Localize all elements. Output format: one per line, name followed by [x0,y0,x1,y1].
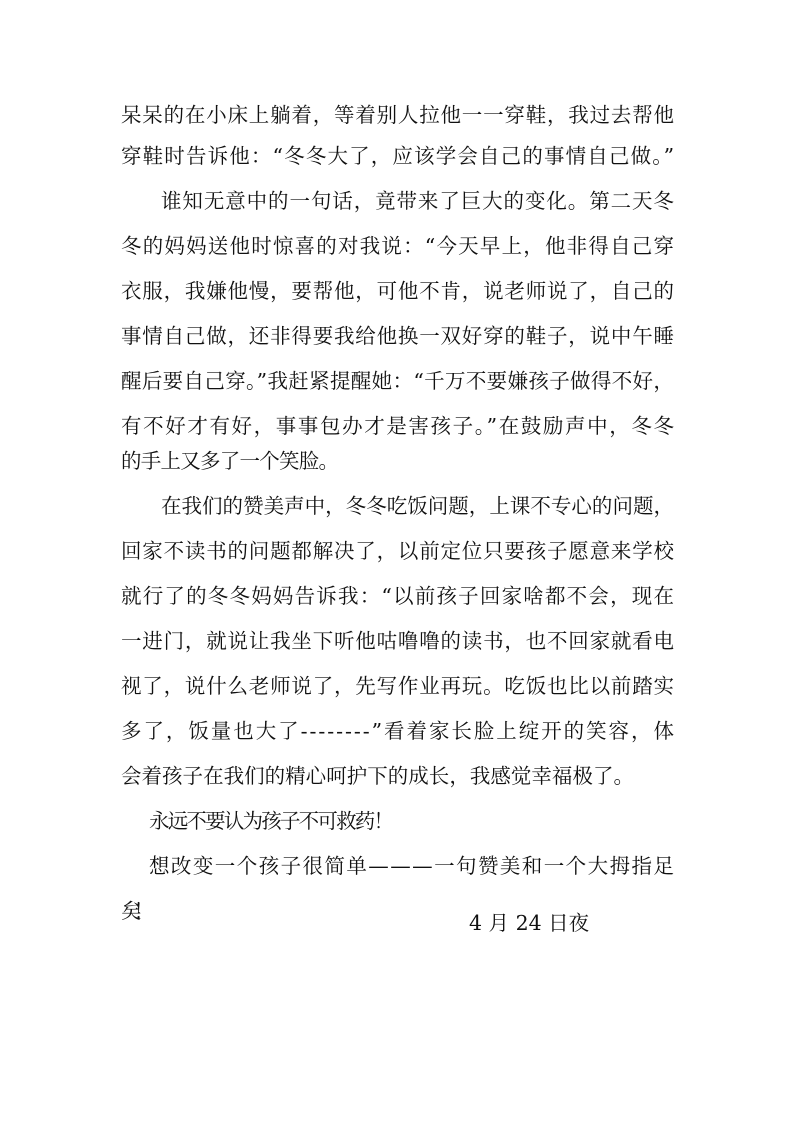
text-line-11: 回家不读书的问题都解决了，以前定位只要孩子愿意来学校 [121,539,675,563]
text-line-12: 就行了的冬冬妈妈告诉我：“以前孩子回家啥都不会，现在 [121,584,676,608]
text-line-8: 有不好才有好，事事包办才是害孩子。”在鼓励声中，冬冬 [121,414,676,438]
text-line-10: 在我们的赞美声中，冬冬吃饭问题，上课不专心的问题， [161,494,674,518]
text-line-3: 谁知无意中的一句话，竟带来了巨大的变化。第二天冬 [161,189,675,213]
text-line-17: 永远不要认为孩子不可救药！ [149,809,393,833]
text-line-19: 矣！ [121,899,146,923]
text-line-16: 会着孩子在我们的精心呵护下的成长，我感觉幸福极了。 [121,764,634,788]
text-line-1: 呆呆的在小床上躺着，等着别人拉他一一穿鞋，我过去帮他 [121,103,675,127]
date-line: 4 月 24 日夜 [469,911,590,935]
text-line-9: 的手上又多了一个笑脸。 [121,449,339,473]
text-line-6: 事情自己做，还非得要我给他换一双好穿的鞋子，说中午睡 [121,324,675,348]
text-line-13: 一进门，就说让我坐下听他咕噜噜的读书，也不回家就看电 [121,629,675,653]
text-line-5: 衣服，我嫌他慢，要帮他，可他不肯，说老师说了，自己的 [121,279,675,303]
text-line-18: 想改变一个孩子很简单———一句赞美和一个大拇指足 [149,854,676,878]
text-line-2: 穿鞋时告诉他：“冬冬大了，应该学会自己的事情自己做。” [121,144,676,168]
text-line-15: 多了，饭量也大了--------”看着家长脸上绽开的笑容，体 [121,719,676,743]
text-line-7: 醒后要自己穿。”我赶紧提醒她：“千万不要嫌孩子做得不好， [121,369,675,393]
text-line-14: 视了，说什么老师说了，先写作业再玩。吃饭也比以前踏实 [121,674,675,698]
text-line-4: 冬的妈妈送他时惊喜的对我说：“今天早上，他非得自己穿 [121,234,676,258]
